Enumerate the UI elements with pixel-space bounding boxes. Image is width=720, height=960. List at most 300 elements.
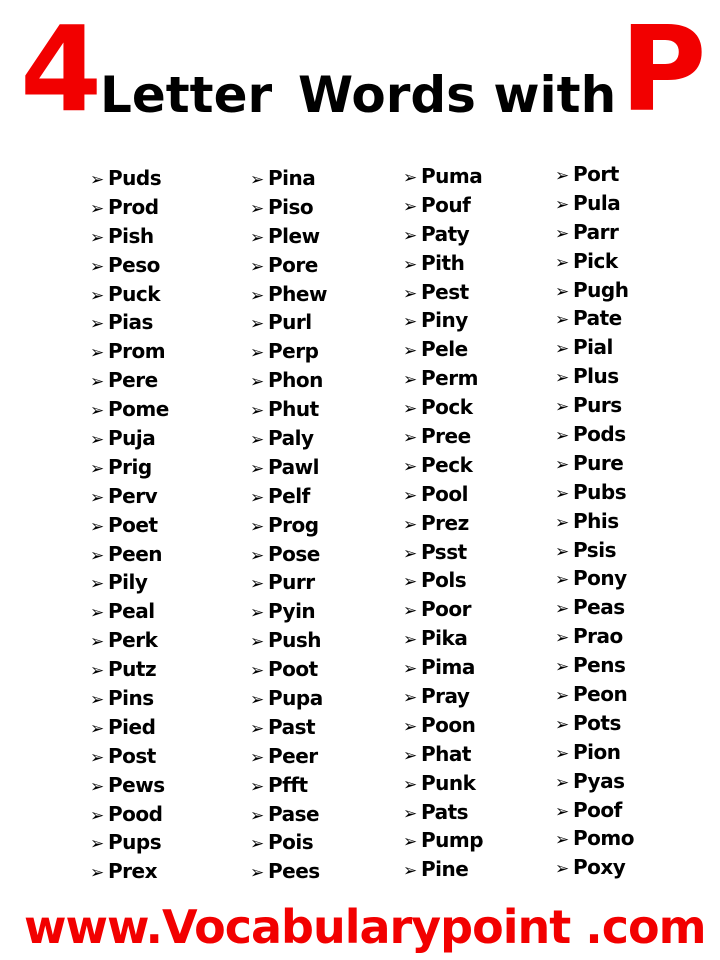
- arrow-bullet-icon: ➢: [250, 516, 264, 537]
- word-list-item: [90, 771, 250, 800]
- word-text: Pase: [268, 801, 320, 826]
- arrow-bullet-icon: ➢: [403, 803, 417, 824]
- arrow-bullet-icon: ➢: [555, 541, 569, 562]
- word-list-item: [555, 333, 715, 362]
- word-text: Plew: [268, 223, 320, 248]
- word-list-item: [90, 800, 250, 829]
- title-word-letter: Letter: [100, 66, 273, 124]
- word-list-item: [90, 424, 250, 453]
- word-text: Poot: [268, 657, 318, 682]
- arrow-bullet-icon: ➢: [403, 774, 417, 795]
- word-text: Pomo: [573, 826, 634, 851]
- word-text: Pups: [108, 830, 162, 855]
- word-text: Pure: [573, 450, 624, 475]
- word-list-item: [90, 626, 250, 655]
- word-text: Paly: [268, 426, 314, 451]
- word-list-item: [403, 595, 563, 624]
- word-list-item: [90, 366, 250, 395]
- arrow-bullet-icon: ➢: [555, 252, 569, 273]
- word-list-item: [555, 189, 715, 218]
- word-list-item: [555, 362, 715, 391]
- arrow-bullet-icon: ➢: [90, 718, 104, 739]
- word-list-item: [555, 536, 715, 565]
- word-list-item: [555, 796, 715, 825]
- arrow-bullet-icon: ➢: [403, 630, 417, 651]
- word-list-item: [250, 540, 410, 569]
- word-list-item: [403, 335, 563, 364]
- arrow-bullet-icon: ➢: [555, 194, 569, 215]
- word-list-item: [403, 249, 563, 278]
- word-list-item: [403, 711, 563, 740]
- arrow-bullet-icon: ➢: [555, 570, 569, 591]
- word-list-item: [403, 509, 563, 538]
- arrow-bullet-icon: ➢: [250, 661, 264, 682]
- arrow-bullet-icon: ➢: [403, 254, 417, 275]
- word-column-1: [90, 164, 250, 886]
- word-text: Poet: [108, 512, 158, 537]
- word-list-item: [403, 451, 563, 480]
- word-text: Pool: [421, 481, 468, 506]
- arrow-bullet-icon: ➢: [90, 458, 104, 479]
- arrow-bullet-icon: ➢: [555, 223, 569, 244]
- arrow-bullet-icon: ➢: [90, 603, 104, 624]
- word-text: Prod: [108, 194, 159, 219]
- arrow-bullet-icon: ➢: [555, 657, 569, 678]
- arrow-bullet-icon: ➢: [555, 743, 569, 764]
- word-text: Perm: [421, 366, 478, 391]
- arrow-bullet-icon: ➢: [250, 343, 264, 364]
- word-list-item: [250, 828, 410, 857]
- arrow-bullet-icon: ➢: [250, 776, 264, 797]
- arrow-bullet-icon: ➢: [250, 487, 264, 508]
- arrow-bullet-icon: ➢: [90, 661, 104, 682]
- word-text: Pupa: [268, 686, 323, 711]
- word-text: Poof: [573, 797, 622, 822]
- word-text: Prez: [421, 510, 469, 535]
- word-list-item: [90, 193, 250, 222]
- word-list-item: [555, 709, 715, 738]
- arrow-bullet-icon: ➢: [90, 343, 104, 364]
- word-list-item: [555, 304, 715, 333]
- arrow-bullet-icon: ➢: [555, 483, 569, 504]
- word-text: Perv: [108, 483, 158, 508]
- arrow-bullet-icon: ➢: [250, 805, 264, 826]
- word-text: Pose: [268, 541, 320, 566]
- arrow-bullet-icon: ➢: [403, 399, 417, 420]
- arrow-bullet-icon: ➢: [555, 628, 569, 649]
- arrow-bullet-icon: ➢: [555, 599, 569, 620]
- word-text: Pols: [421, 568, 467, 593]
- word-text: Pish: [108, 223, 154, 248]
- word-list-item: [250, 280, 410, 309]
- arrow-bullet-icon: ➢: [555, 310, 569, 331]
- word-list-item: [403, 393, 563, 422]
- arrow-bullet-icon: ➢: [90, 545, 104, 566]
- word-list-item: [90, 597, 250, 626]
- word-list-item: [90, 280, 250, 309]
- word-text: Prom: [108, 339, 166, 364]
- word-list-item: [250, 453, 410, 482]
- arrow-bullet-icon: ➢: [403, 456, 417, 477]
- word-list-item: [250, 193, 410, 222]
- arrow-bullet-icon: ➢: [555, 166, 569, 186]
- arrow-bullet-icon: ➢: [90, 574, 104, 595]
- word-text: Pats: [421, 799, 469, 824]
- arrow-bullet-icon: ➢: [90, 776, 104, 797]
- arrow-bullet-icon: ➢: [403, 370, 417, 391]
- arrow-bullet-icon: ➢: [90, 285, 104, 306]
- word-list-item: [555, 622, 715, 651]
- word-list-item: [403, 364, 563, 393]
- word-list-item: [90, 395, 250, 424]
- word-text: Pens: [573, 653, 626, 678]
- word-text: Prog: [268, 512, 319, 537]
- word-text: Pock: [421, 395, 473, 420]
- arrow-bullet-icon: ➢: [403, 341, 417, 362]
- word-list-item: [250, 366, 410, 395]
- word-list-item: [555, 593, 715, 622]
- word-list-item: [403, 769, 563, 798]
- arrow-bullet-icon: ➢: [555, 830, 569, 851]
- word-list-item: [403, 826, 563, 855]
- arrow-bullet-icon: ➢: [555, 339, 569, 360]
- word-list-item: [90, 655, 250, 684]
- word-text: Pial: [573, 335, 613, 360]
- word-text: Phis: [573, 508, 619, 533]
- word-list-item: [555, 824, 715, 853]
- arrow-bullet-icon: ➢: [555, 368, 569, 389]
- word-list-item: [403, 798, 563, 827]
- word-text: Pree: [421, 424, 471, 449]
- arrow-bullet-icon: ➢: [90, 487, 104, 508]
- arrow-bullet-icon: ➢: [555, 397, 569, 418]
- word-text: Pele: [421, 337, 468, 362]
- word-list-item: [250, 424, 410, 453]
- arrow-bullet-icon: ➢: [555, 426, 569, 447]
- arrow-bullet-icon: ➢: [403, 428, 417, 449]
- word-text: Pina: [268, 166, 316, 190]
- arrow-bullet-icon: ➢: [555, 686, 569, 707]
- word-text: Pith: [421, 250, 465, 275]
- word-list-item: [403, 191, 563, 220]
- word-text: Pubs: [573, 479, 627, 504]
- arrow-bullet-icon: ➢: [250, 285, 264, 306]
- word-list-item: [555, 247, 715, 276]
- arrow-bullet-icon: ➢: [403, 832, 417, 853]
- word-text: Pome: [108, 397, 169, 422]
- arrow-bullet-icon: ➢: [90, 198, 104, 219]
- arrow-bullet-icon: ➢: [403, 168, 417, 188]
- arrow-bullet-icon: ➢: [250, 372, 264, 393]
- word-list-item: [90, 568, 250, 597]
- word-text: Pion: [573, 739, 621, 764]
- arrow-bullet-icon: ➢: [90, 805, 104, 826]
- word-list-item: [250, 164, 410, 193]
- word-list-item: [555, 738, 715, 767]
- footer: [0, 900, 720, 960]
- arrow-bullet-icon: ➢: [403, 572, 417, 593]
- word-text: Puds: [108, 166, 162, 190]
- arrow-bullet-icon: ➢: [90, 227, 104, 248]
- word-list-item: [250, 222, 410, 251]
- arrow-bullet-icon: ➢: [250, 690, 264, 711]
- word-list-item: [555, 218, 715, 247]
- word-text: Purs: [573, 393, 622, 418]
- word-text: Purr: [268, 570, 315, 595]
- word-list-item: [555, 478, 715, 507]
- word-list-item: [555, 160, 715, 189]
- word-text: Pore: [268, 252, 318, 277]
- arrow-bullet-icon: ➢: [250, 401, 264, 422]
- arrow-bullet-icon: ➢: [250, 718, 264, 739]
- word-list-item: [250, 742, 410, 771]
- word-text: Putz: [108, 657, 157, 682]
- word-list-item: [90, 511, 250, 540]
- word-text: Plus: [573, 364, 619, 389]
- arrow-bullet-icon: ➢: [250, 227, 264, 248]
- word-list-item: [90, 713, 250, 742]
- arrow-bullet-icon: ➢: [555, 859, 569, 880]
- word-list-item: [250, 857, 410, 886]
- word-text: Pees: [268, 859, 320, 884]
- word-list-item: [250, 482, 410, 511]
- arrow-bullet-icon: ➢: [90, 314, 104, 335]
- word-list-item: [90, 857, 250, 886]
- word-list-item: [555, 449, 715, 478]
- arrow-bullet-icon: ➢: [403, 688, 417, 709]
- word-list-item: [250, 308, 410, 337]
- word-list-item: [403, 220, 563, 249]
- word-text: Pate: [573, 306, 622, 331]
- word-text: Pyin: [268, 599, 316, 624]
- arrow-bullet-icon: ➢: [403, 485, 417, 506]
- word-text: Pugh: [573, 277, 629, 302]
- arrow-bullet-icon: ➢: [250, 545, 264, 566]
- word-list-item: [90, 453, 250, 482]
- word-text: Perp: [268, 339, 319, 364]
- word-text: Paty: [421, 221, 470, 246]
- arrow-bullet-icon: ➢: [403, 312, 417, 333]
- word-text: Pony: [573, 566, 627, 591]
- word-list-item: [90, 251, 250, 280]
- arrow-bullet-icon: ➢: [403, 196, 417, 217]
- word-text: Psis: [573, 537, 616, 562]
- word-text: Poor: [421, 597, 472, 622]
- word-text: Psst: [421, 539, 467, 564]
- word-list-item: [403, 538, 563, 567]
- word-list-item: [555, 564, 715, 593]
- word-text: Poxy: [573, 855, 626, 880]
- arrow-bullet-icon: ➢: [90, 632, 104, 653]
- word-list-item: [90, 742, 250, 771]
- word-list-item: [90, 337, 250, 366]
- word-list-item: [250, 684, 410, 713]
- word-text: Pula: [573, 190, 621, 215]
- arrow-bullet-icon: ➢: [250, 747, 264, 768]
- word-text: Pois: [268, 830, 314, 855]
- word-text: Peen: [108, 541, 163, 566]
- word-list-item: [403, 653, 563, 682]
- arrow-bullet-icon: ➢: [250, 256, 264, 277]
- word-list-item: [403, 855, 563, 884]
- arrow-bullet-icon: ➢: [403, 601, 417, 622]
- word-text: Pere: [108, 368, 158, 393]
- word-text: Peas: [573, 595, 625, 620]
- word-list-item: [555, 853, 715, 882]
- arrow-bullet-icon: ➢: [90, 863, 104, 884]
- arrow-bullet-icon: ➢: [250, 574, 264, 595]
- word-list-item: [250, 626, 410, 655]
- arrow-bullet-icon: ➢: [555, 281, 569, 302]
- word-text: Pias: [108, 310, 153, 335]
- word-text: Pine: [421, 857, 469, 882]
- word-text: Piny: [421, 308, 468, 333]
- word-list-item: [555, 680, 715, 709]
- word-text: Port: [573, 162, 619, 186]
- arrow-bullet-icon: ➢: [250, 458, 264, 479]
- word-text: Peso: [108, 252, 160, 277]
- arrow-bullet-icon: ➢: [90, 430, 104, 451]
- arrow-bullet-icon: ➢: [250, 170, 264, 190]
- word-list-item: [403, 306, 563, 335]
- word-text: Piso: [268, 194, 314, 219]
- title-words-with: Words with: [298, 66, 617, 124]
- arrow-bullet-icon: ➢: [555, 714, 569, 735]
- arrow-bullet-icon: ➢: [250, 834, 264, 855]
- title-letter: P: [620, 0, 707, 138]
- word-text: Prig: [108, 454, 152, 479]
- word-list-item: [403, 624, 563, 653]
- arrow-bullet-icon: ➢: [90, 372, 104, 393]
- arrow-bullet-icon: ➢: [555, 454, 569, 475]
- word-text: Poon: [421, 712, 476, 737]
- page-title: [0, 0, 720, 140]
- word-list-item: [555, 420, 715, 449]
- word-list-item: [90, 164, 250, 193]
- word-list-item: [250, 771, 410, 800]
- word-text: Phut: [268, 397, 319, 422]
- arrow-bullet-icon: ➢: [250, 863, 264, 884]
- word-text: Puma: [421, 164, 483, 188]
- word-text: Peon: [573, 682, 628, 707]
- arrow-bullet-icon: ➢: [250, 603, 264, 624]
- word-list-item: [250, 511, 410, 540]
- word-text: Pelf: [268, 483, 310, 508]
- word-list-item: [403, 480, 563, 509]
- word-text: Push: [268, 628, 322, 653]
- word-text: Peal: [108, 599, 155, 624]
- word-list-item: [250, 800, 410, 829]
- word-text: Pied: [108, 714, 156, 739]
- word-text: Pots: [573, 710, 621, 735]
- word-list-item: [90, 308, 250, 337]
- word-text: Pima: [421, 655, 475, 680]
- arrow-bullet-icon: ➢: [90, 834, 104, 855]
- word-text: Pins: [108, 686, 154, 711]
- arrow-bullet-icon: ➢: [403, 861, 417, 882]
- word-list-item: [555, 276, 715, 305]
- arrow-bullet-icon: ➢: [403, 543, 417, 564]
- word-list-item: [403, 740, 563, 769]
- word-list-item: [90, 684, 250, 713]
- word-text: Pouf: [421, 192, 471, 217]
- arrow-bullet-icon: ➢: [403, 283, 417, 304]
- word-list-item: [250, 395, 410, 424]
- word-list-item: [90, 222, 250, 251]
- word-text: Purl: [268, 310, 312, 335]
- word-list-item: [403, 422, 563, 451]
- word-list-item: [90, 828, 250, 857]
- word-text: Prao: [573, 624, 623, 649]
- arrow-bullet-icon: ➢: [555, 512, 569, 533]
- word-text: Pika: [421, 626, 468, 651]
- word-text: Pick: [573, 248, 618, 273]
- arrow-bullet-icon: ➢: [90, 690, 104, 711]
- arrow-bullet-icon: ➢: [555, 801, 569, 822]
- word-list-item: [403, 278, 563, 307]
- word-text: Pest: [421, 279, 469, 304]
- word-text: Pods: [573, 422, 626, 447]
- word-text: Puja: [108, 426, 156, 451]
- word-text: Phew: [268, 281, 327, 306]
- arrow-bullet-icon: ➢: [90, 747, 104, 768]
- word-text: Pews: [108, 772, 165, 797]
- arrow-bullet-icon: ➢: [403, 225, 417, 246]
- word-list-item: [555, 391, 715, 420]
- word-list-item: [555, 767, 715, 796]
- word-column-4: [555, 160, 715, 882]
- word-text: Punk: [421, 770, 476, 795]
- word-text: Pray: [421, 684, 470, 709]
- word-text: Perk: [108, 628, 158, 653]
- arrow-bullet-icon: ➢: [250, 314, 264, 335]
- word-text: Pfft: [268, 772, 308, 797]
- arrow-bullet-icon: ➢: [250, 430, 264, 451]
- word-text: Past: [268, 714, 316, 739]
- word-text: Post: [108, 743, 156, 768]
- website-url: www.Vocabularypoint .com: [24, 900, 706, 954]
- word-column-2: [250, 164, 410, 886]
- word-list-item: [403, 682, 563, 711]
- word-list-item: [403, 162, 563, 191]
- arrow-bullet-icon: ➢: [403, 514, 417, 535]
- word-text: Pump: [421, 828, 484, 853]
- arrow-bullet-icon: ➢: [90, 516, 104, 537]
- arrow-bullet-icon: ➢: [90, 401, 104, 422]
- word-text: Pyas: [573, 768, 625, 793]
- arrow-bullet-icon: ➢: [90, 170, 104, 190]
- word-text: Prex: [108, 859, 157, 884]
- word-list-item: [250, 568, 410, 597]
- word-list-item: [555, 651, 715, 680]
- word-text: Phat: [421, 741, 471, 766]
- word-list-item: [403, 566, 563, 595]
- arrow-bullet-icon: ➢: [555, 772, 569, 793]
- arrow-bullet-icon: ➢: [250, 632, 264, 653]
- word-list-item: [555, 507, 715, 536]
- word-text: Pawl: [268, 454, 319, 479]
- word-text: Pily: [108, 570, 148, 595]
- word-column-3: [403, 162, 563, 884]
- word-list-item: [90, 540, 250, 569]
- word-text: Parr: [573, 219, 619, 244]
- word-list-item: [250, 597, 410, 626]
- arrow-bullet-icon: ➢: [403, 716, 417, 737]
- word-list-item: [250, 337, 410, 366]
- arrow-bullet-icon: ➢: [90, 256, 104, 277]
- word-list-item: [250, 251, 410, 280]
- word-text: Peer: [268, 743, 318, 768]
